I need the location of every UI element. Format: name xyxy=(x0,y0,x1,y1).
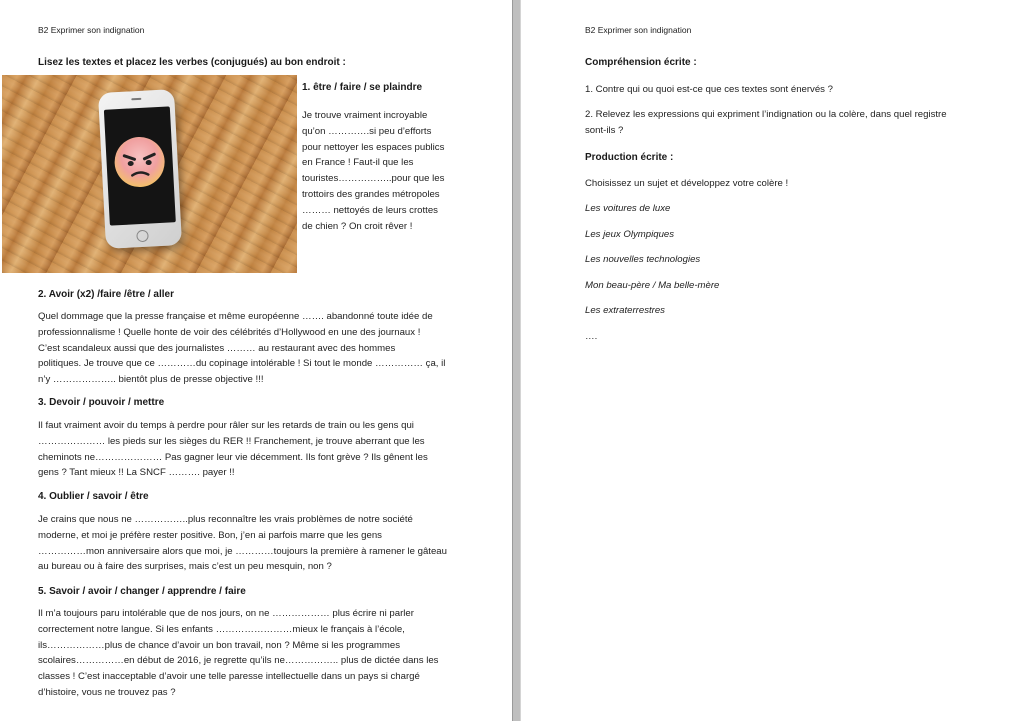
text-line: moderne, et moi je préfère rester positive. Bon, j’en ai parfois marre que les gens xyxy=(38,529,382,541)
angry-emoji-icon xyxy=(112,135,167,190)
text-line: correctement notre langue. Si les enfants ……………………mieux le français à l’école, xyxy=(38,623,405,635)
text-line: de chien ? On croit rêver ! xyxy=(302,220,413,232)
text-line: scolaires……………en début de 2016, je regrette qu’ils ne…………….. plus de dictée dans les xyxy=(38,655,439,667)
production-instruction: Choisissez un sujet et développez votre colère ! xyxy=(585,178,789,189)
smartphone-icon xyxy=(98,89,182,249)
text-line: qu’on ………….si peu d’efforts xyxy=(302,125,432,137)
text-line: n’y ……………….. bientôt plus de presse objective !!! xyxy=(38,374,264,386)
question-2-line: sont-ils ? xyxy=(585,124,624,136)
text-line: politiques. Je trouve que ce …………du copinage intolérable ! Si tout le monde …………… ça, il xyxy=(38,358,446,370)
topic-item: Les voitures de luxe xyxy=(585,203,671,214)
topic-item: Les nouvelles technologies xyxy=(585,254,701,265)
section-5-title: 5. Savoir / avoir / changer / apprendre / faire xyxy=(38,586,246,597)
section-4-text xyxy=(38,512,498,575)
text-line: Je trouve vraiment incroyable xyxy=(302,110,428,121)
text-line: cheminots ne………………… Pas gagner leur vie décemment. Ils font grève ? Ils gênent les xyxy=(38,451,428,463)
topic-item: Les jeux Olympiques xyxy=(585,229,675,240)
question-2-line: 2. Relevez les expressions qui expriment l’indignation ou la colère, dans quel registre xyxy=(585,109,947,120)
right-page xyxy=(521,0,1023,721)
text-line: touristes……………..pour que les xyxy=(302,173,445,185)
text-line: Je crains que nous ne ……………..plus reconnaître les vrais problèmes de notre société xyxy=(38,514,413,525)
text-line: ……… nettoyés de leurs crottes xyxy=(302,204,438,216)
text-line: Il m’a toujours paru intolérable que de nos jours, on ne ……………… plus écrire ni parler xyxy=(38,608,414,619)
text-line: trottoirs des grandes métropoles xyxy=(302,188,440,200)
page-divider xyxy=(512,0,521,721)
text-line: gens ? Tant mieux !! La SNCF ………. payer !! xyxy=(38,467,235,479)
text-line: ils………………plus de chance d’avoir un bon travail, non ? Même si les programmes xyxy=(38,639,401,651)
text-line: ……………mon anniversaire alors que moi, je …………toujours la première à ramener le gâteau xyxy=(38,545,447,557)
text-line: professionnalisme ! Quelle honte de voir des célébrités d’Hollywood en une des journaux ! xyxy=(38,326,421,338)
section-1-text xyxy=(302,108,472,234)
angry-phone-photo xyxy=(2,75,297,273)
section-2-title: 2. Avoir (x2) /faire /être / aller xyxy=(38,289,174,300)
question-1: 1. Contre qui ou quoi est-ce que ces textes sont énervés ? xyxy=(585,84,833,95)
text-line: en France ! Faut-il que les xyxy=(302,157,414,169)
text-line: au bureau ou à faire des surprises, mais c’est un peu mesquin, non ? xyxy=(38,561,332,573)
text-line: pour nettoyer les espaces publics xyxy=(302,141,445,153)
text-line: Il faut vraiment avoir du temps à perdre pour râler sur les retards de train ou les gens qui xyxy=(38,420,414,431)
section-1-title: 1. être / faire / se plaindre xyxy=(302,82,423,93)
section-2-text xyxy=(38,309,498,388)
section-3-text xyxy=(38,418,498,481)
question-2 xyxy=(585,107,1015,139)
exercise-instruction: Lisez les textes et placez les verbes (conjugués) au bon endroit : xyxy=(38,57,346,68)
text-line: Quel dommage que la presse française et même européenne ……. abandonné toute idée de xyxy=(38,311,433,322)
page-header: B2 Exprimer son indignation xyxy=(585,25,692,35)
topic-item: Mon beau-père / Ma belle-mère xyxy=(585,280,720,291)
section-5-text xyxy=(38,606,498,701)
comprehension-title: Compréhension écrite : xyxy=(585,57,697,68)
text-line: C’est scandaleux aussi que des journalistes ……… au restaurant avec des hommes xyxy=(38,342,396,354)
ellipsis: …. xyxy=(585,331,598,342)
text-line: d’histoire, vous ne trouvez pas ? xyxy=(38,686,176,698)
page-header: B2 Exprimer son indignation xyxy=(38,25,145,35)
text-line: classes ! C’est inacceptable d’avoir une telle paresse intellectuelle dans un pays si chargé xyxy=(38,671,420,683)
section-3-title: 3. Devoir / pouvoir / mettre xyxy=(38,397,165,408)
text-line: ………………… les pieds sur les sièges du RER !! Franchement, je trouve aberrant que les xyxy=(38,435,425,447)
topic-item: Les extraterrestres xyxy=(585,305,665,316)
production-title: Production écrite : xyxy=(585,152,674,163)
section-4-title: 4. Oublier / savoir / être xyxy=(38,491,149,502)
